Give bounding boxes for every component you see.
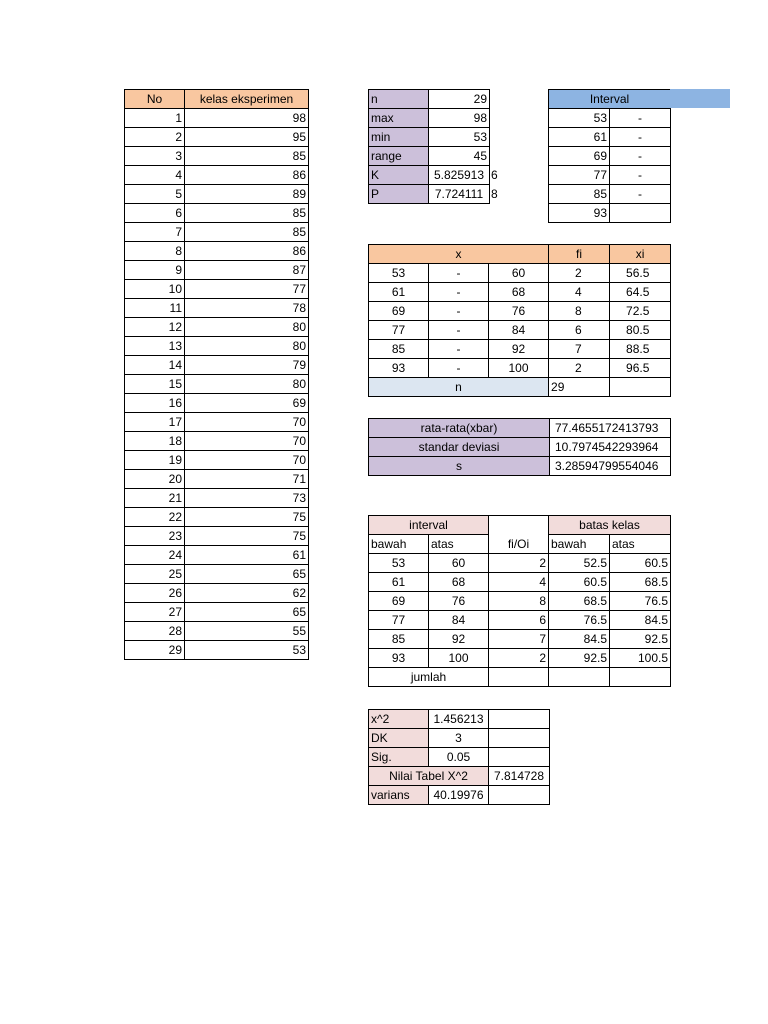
- batas-sub-bawah[interactable]: bawah: [369, 535, 429, 554]
- chi-sig-label[interactable]: Sig.: [369, 748, 429, 767]
- table-row: [125, 356, 309, 375]
- freq-row: [369, 340, 671, 359]
- freq-upper-cell[interactable]: 100: [489, 359, 549, 378]
- batas-jumlah-atas[interactable]: [610, 668, 671, 687]
- row-no-cell[interactable]: 18: [125, 432, 185, 451]
- row-no-cell[interactable]: 24: [125, 546, 185, 565]
- batas-jumlah-row: [369, 668, 671, 687]
- chi-square-table: [368, 709, 550, 805]
- batas-header-interval[interactable]: interval: [369, 516, 489, 535]
- chi-x2-empty[interactable]: [489, 710, 550, 729]
- freq-upper-cell[interactable]: 84: [489, 321, 549, 340]
- batas-jumlah-fi[interactable]: [489, 668, 549, 687]
- row-value-cell[interactable]: 86: [185, 166, 309, 185]
- batas-header-batas-kelas[interactable]: batas kelas: [549, 516, 671, 535]
- row-no-cell[interactable]: 26: [125, 584, 185, 603]
- header-no[interactable]: No: [125, 90, 185, 109]
- freq-fi-cell[interactable]: 8: [549, 302, 610, 321]
- summary-label-cell[interactable]: standar deviasi: [369, 438, 550, 457]
- batas-row: [369, 592, 671, 611]
- interval-start-cell[interactable]: 69: [549, 147, 610, 166]
- chi-varians-empty[interactable]: [489, 786, 550, 805]
- batas-fi-cell[interactable]: 4: [489, 573, 549, 592]
- freq-fi-cell[interactable]: 2: [549, 264, 610, 283]
- freq-dash-cell[interactable]: -: [429, 264, 489, 283]
- stats-row: [369, 109, 490, 128]
- row-value-cell[interactable]: 78: [185, 299, 309, 318]
- interval-row: [549, 128, 671, 147]
- batas-kelas-table: [368, 515, 671, 687]
- interval-start-cell[interactable]: 93: [549, 204, 610, 223]
- freq-xi-cell[interactable]: 72.5: [610, 302, 671, 321]
- batas-jumlah-label[interactable]: jumlah: [369, 668, 489, 687]
- chi-x2-label[interactable]: x^2: [369, 710, 429, 729]
- row-no-cell[interactable]: 21: [125, 489, 185, 508]
- freq-upper-cell[interactable]: 76: [489, 302, 549, 321]
- summary-label-cell[interactable]: s: [369, 457, 550, 476]
- row-value-cell[interactable]: 70: [185, 432, 309, 451]
- row-value-cell[interactable]: 70: [185, 451, 309, 470]
- freq-fi-cell[interactable]: 4: [549, 283, 610, 302]
- freq-dash-cell[interactable]: -: [429, 283, 489, 302]
- table-row: [125, 470, 309, 489]
- batas-bawah-cell[interactable]: 53: [369, 554, 429, 573]
- batas-row: [369, 630, 671, 649]
- row-no-cell[interactable]: 3: [125, 147, 185, 166]
- batas-bawah-cell[interactable]: 93: [369, 649, 429, 668]
- row-value-cell[interactable]: 85: [185, 147, 309, 166]
- table-row: [125, 204, 309, 223]
- chi-sig-row: [369, 748, 550, 767]
- row-no-cell[interactable]: 16: [125, 394, 185, 413]
- batas-atas-cell[interactable]: 68: [429, 573, 489, 592]
- interval-row: [549, 166, 671, 185]
- row-no-cell[interactable]: 23: [125, 527, 185, 546]
- freq-fi-cell[interactable]: 7: [549, 340, 610, 359]
- chi-dk-empty[interactable]: [489, 729, 550, 748]
- freq-n-empty[interactable]: [610, 378, 671, 397]
- row-no-cell[interactable]: 5: [125, 185, 185, 204]
- table-row: [125, 546, 309, 565]
- header-kelas-eksperimen[interactable]: kelas eksperimen: [185, 90, 309, 109]
- freq-dash-cell[interactable]: -: [429, 321, 489, 340]
- freq-fi-cell[interactable]: 6: [549, 321, 610, 340]
- summary-label-cell[interactable]: rata-rata(xbar): [369, 419, 550, 438]
- row-value-cell[interactable]: 95: [185, 128, 309, 147]
- row-no-cell[interactable]: 27: [125, 603, 185, 622]
- row-value-cell[interactable]: 80: [185, 375, 309, 394]
- table-row: [125, 527, 309, 546]
- row-value-cell[interactable]: 55: [185, 622, 309, 641]
- table-row: [125, 109, 309, 128]
- row-no-cell[interactable]: 10: [125, 280, 185, 299]
- batas-fi-cell[interactable]: 7: [489, 630, 549, 649]
- row-value-cell[interactable]: 69: [185, 394, 309, 413]
- row-no-cell[interactable]: 2: [125, 128, 185, 147]
- table-row: [125, 223, 309, 242]
- interval-dash-cell[interactable]: -: [610, 166, 671, 185]
- batas-atas-cell[interactable]: 92: [429, 630, 489, 649]
- chi-tabel-value[interactable]: 7.814728: [489, 767, 550, 786]
- stats-label-cell[interactable]: K: [369, 166, 429, 185]
- stats-row: [369, 185, 490, 204]
- batas-kelas-bawah-cell[interactable]: 52.5: [549, 554, 610, 573]
- row-value-cell[interactable]: 77: [185, 280, 309, 299]
- stats-row: [369, 128, 490, 147]
- stats-value-cell[interactable]: 45: [429, 147, 490, 166]
- table-row: [125, 451, 309, 470]
- row-no-cell[interactable]: 22: [125, 508, 185, 527]
- table-row: [125, 166, 309, 185]
- summary-table: [368, 418, 671, 476]
- summary-value-cell[interactable]: 77.4655172413793: [550, 419, 671, 438]
- k-rounded-value[interactable]: 6: [491, 168, 498, 182]
- interval-dash-cell[interactable]: -: [610, 147, 671, 166]
- freq-n-label[interactable]: n: [369, 378, 549, 397]
- row-no-cell[interactable]: 28: [125, 622, 185, 641]
- stats-row: [369, 147, 490, 166]
- freq-xi-cell[interactable]: 56.5: [610, 264, 671, 283]
- stats-label-cell[interactable]: P: [369, 185, 429, 204]
- table-row: [125, 242, 309, 261]
- stats-value-cell[interactable]: 7.724111: [429, 185, 490, 204]
- freq-xi-cell[interactable]: 96.5: [610, 359, 671, 378]
- interval-row: [549, 109, 671, 128]
- batas-bawah-cell[interactable]: 61: [369, 573, 429, 592]
- stats-value-cell[interactable]: 5.825913: [429, 166, 490, 185]
- batas-row: [369, 573, 671, 592]
- freq-xi-cell[interactable]: 64.5: [610, 283, 671, 302]
- row-no-cell[interactable]: 4: [125, 166, 185, 185]
- freq-lower-cell[interactable]: 53: [369, 264, 429, 283]
- table-row: [125, 432, 309, 451]
- row-value-cell[interactable]: 75: [185, 527, 309, 546]
- interval-dash-cell[interactable]: -: [610, 128, 671, 147]
- interval-header[interactable]: Interval: [549, 90, 671, 109]
- chi-varians-label[interactable]: varians: [369, 786, 429, 805]
- batas-row: [369, 554, 671, 573]
- row-no-cell[interactable]: 20: [125, 470, 185, 489]
- row-value-cell[interactable]: 85: [185, 223, 309, 242]
- summary-value-cell[interactable]: 3.28594799554046: [550, 457, 671, 476]
- row-value-cell[interactable]: 89: [185, 185, 309, 204]
- row-value-cell[interactable]: 62: [185, 584, 309, 603]
- freq-lower-cell[interactable]: 69: [369, 302, 429, 321]
- freq-row: [369, 283, 671, 302]
- chi-dk-row: [369, 729, 550, 748]
- freq-dash-cell[interactable]: -: [429, 359, 489, 378]
- batas-kelas-atas-cell[interactable]: 60.5: [610, 554, 671, 573]
- row-value-cell[interactable]: 86: [185, 242, 309, 261]
- table-row: [125, 128, 309, 147]
- freq-header-fi[interactable]: fi: [549, 245, 610, 264]
- batas-atas-cell[interactable]: 100: [429, 649, 489, 668]
- batas-fi-cell[interactable]: 6: [489, 611, 549, 630]
- interval-header-overflow: [670, 89, 730, 108]
- row-no-cell[interactable]: 11: [125, 299, 185, 318]
- row-no-cell[interactable]: 1: [125, 109, 185, 128]
- interval-header-row: [549, 90, 671, 109]
- row-value-cell[interactable]: 61: [185, 546, 309, 565]
- interval-table: [548, 89, 671, 223]
- interval-row: [549, 204, 671, 223]
- interval-row: [549, 185, 671, 204]
- row-value-cell[interactable]: 75: [185, 508, 309, 527]
- batas-atas-cell[interactable]: 84: [429, 611, 489, 630]
- batas-sub-bawah2[interactable]: bawah: [549, 535, 610, 554]
- chi-dk-label[interactable]: DK: [369, 729, 429, 748]
- batas-row: [369, 649, 671, 668]
- stats-label-cell[interactable]: min: [369, 128, 429, 147]
- interval-start-cell[interactable]: 61: [549, 128, 610, 147]
- batas-kelas-bawah-cell[interactable]: 68.5: [549, 592, 610, 611]
- table-row: [125, 299, 309, 318]
- batas-header-fi[interactable]: fi/Oi: [489, 516, 549, 554]
- batas-atas-cell[interactable]: 60: [429, 554, 489, 573]
- interval-start-cell[interactable]: 53: [549, 109, 610, 128]
- batas-sub-atas[interactable]: atas: [429, 535, 489, 554]
- freq-row: [369, 302, 671, 321]
- table-row: [125, 337, 309, 356]
- freq-lower-cell[interactable]: 85: [369, 340, 429, 359]
- row-value-cell[interactable]: 80: [185, 337, 309, 356]
- row-no-cell[interactable]: 8: [125, 242, 185, 261]
- row-value-cell[interactable]: 85: [185, 204, 309, 223]
- stats-value-cell[interactable]: 98: [429, 109, 490, 128]
- table-row: [125, 489, 309, 508]
- row-no-cell[interactable]: 14: [125, 356, 185, 375]
- batas-kelas-atas-cell[interactable]: 84.5: [610, 611, 671, 630]
- chi-x2-value[interactable]: 1.456213: [429, 710, 489, 729]
- p-rounded-value[interactable]: 8: [491, 187, 498, 201]
- main-data-table: [124, 89, 309, 660]
- freq-lower-cell[interactable]: 77: [369, 321, 429, 340]
- header-row: [125, 90, 309, 109]
- table-row: [125, 413, 309, 432]
- table-row: [125, 394, 309, 413]
- row-value-cell[interactable]: 80: [185, 318, 309, 337]
- chi-tabel-label[interactable]: Nilai Tabel X^2: [369, 767, 489, 786]
- table-row: [125, 280, 309, 299]
- stats-value-cell[interactable]: 29: [429, 90, 490, 109]
- row-no-cell[interactable]: 15: [125, 375, 185, 394]
- row-no-cell[interactable]: 19: [125, 451, 185, 470]
- batas-kelas-atas-cell[interactable]: 68.5: [610, 573, 671, 592]
- batas-fi-cell[interactable]: 8: [489, 592, 549, 611]
- interval-row: [549, 147, 671, 166]
- freq-n-value[interactable]: 29: [549, 378, 610, 397]
- row-value-cell[interactable]: 98: [185, 109, 309, 128]
- batas-kelas-bawah-cell[interactable]: 76.5: [549, 611, 610, 630]
- row-no-cell[interactable]: 29: [125, 641, 185, 660]
- chi-tabel-row: [369, 767, 550, 786]
- table-row: [125, 185, 309, 204]
- freq-fi-cell[interactable]: 2: [549, 359, 610, 378]
- stats-value-cell[interactable]: 53: [429, 128, 490, 147]
- freq-dash-cell[interactable]: -: [429, 340, 489, 359]
- interval-dash-cell[interactable]: -: [610, 185, 671, 204]
- freq-upper-cell[interactable]: 92: [489, 340, 549, 359]
- row-value-cell[interactable]: 87: [185, 261, 309, 280]
- batas-fi-cell[interactable]: 2: [489, 554, 549, 573]
- row-value-cell[interactable]: 70: [185, 413, 309, 432]
- freq-header-x[interactable]: x: [369, 245, 549, 264]
- batas-kelas-atas-cell[interactable]: 100.5: [610, 649, 671, 668]
- interval-start-cell[interactable]: 77: [549, 166, 610, 185]
- chi-dk-value[interactable]: 3: [429, 729, 489, 748]
- batas-bawah-cell[interactable]: 85: [369, 630, 429, 649]
- table-row: [125, 508, 309, 527]
- batas-sub-atas2[interactable]: atas: [610, 535, 671, 554]
- table-row: [125, 318, 309, 337]
- row-no-cell[interactable]: 13: [125, 337, 185, 356]
- frequency-table: [368, 244, 671, 397]
- table-row: [125, 147, 309, 166]
- freq-row: [369, 264, 671, 283]
- freq-upper-cell[interactable]: 60: [489, 264, 549, 283]
- row-value-cell[interactable]: 71: [185, 470, 309, 489]
- summary-row: [369, 419, 671, 438]
- chi-sig-value[interactable]: 0.05: [429, 748, 489, 767]
- freq-xi-cell[interactable]: 80.5: [610, 321, 671, 340]
- stats-row: [369, 166, 490, 185]
- table-row: [125, 565, 309, 584]
- table-row: [125, 375, 309, 394]
- table-row: [125, 261, 309, 280]
- chi-varians-value[interactable]: 40.19976: [429, 786, 489, 805]
- stats-table: [368, 89, 490, 204]
- batas-bawah-cell[interactable]: 77: [369, 611, 429, 630]
- row-no-cell[interactable]: 25: [125, 565, 185, 584]
- row-no-cell[interactable]: 12: [125, 318, 185, 337]
- freq-header-xi[interactable]: xi: [610, 245, 671, 264]
- batas-jumlah-bawah[interactable]: [549, 668, 610, 687]
- row-no-cell[interactable]: 9: [125, 261, 185, 280]
- row-value-cell[interactable]: 53: [185, 641, 309, 660]
- freq-n-row: [369, 378, 671, 397]
- table-row: [125, 603, 309, 622]
- freq-xi-cell[interactable]: 88.5: [610, 340, 671, 359]
- freq-dash-cell[interactable]: -: [429, 302, 489, 321]
- freq-row: [369, 321, 671, 340]
- row-no-cell[interactable]: 6: [125, 204, 185, 223]
- row-no-cell[interactable]: 17: [125, 413, 185, 432]
- batas-kelas-bawah-cell[interactable]: 92.5: [549, 649, 610, 668]
- row-value-cell[interactable]: 65: [185, 565, 309, 584]
- chi-varians-row: [369, 786, 550, 805]
- batas-header-row: [369, 516, 671, 535]
- batas-kelas-atas-cell[interactable]: 92.5: [610, 630, 671, 649]
- chi-x2-row: [369, 710, 550, 729]
- batas-atas-cell[interactable]: 76: [429, 592, 489, 611]
- row-value-cell[interactable]: 65: [185, 603, 309, 622]
- interval-start-cell[interactable]: 85: [549, 185, 610, 204]
- batas-row: [369, 611, 671, 630]
- freq-lower-cell[interactable]: 93: [369, 359, 429, 378]
- freq-upper-cell[interactable]: 68: [489, 283, 549, 302]
- stats-row: [369, 90, 490, 109]
- batas-bawah-cell[interactable]: 69: [369, 592, 429, 611]
- interval-dash-cell[interactable]: -: [610, 109, 671, 128]
- table-row: [125, 622, 309, 641]
- table-row: [125, 641, 309, 660]
- batas-kelas-atas-cell[interactable]: 76.5: [610, 592, 671, 611]
- row-no-cell[interactable]: 7: [125, 223, 185, 242]
- chi-sig-empty[interactable]: [489, 748, 550, 767]
- freq-header-row: [369, 245, 671, 264]
- batas-kelas-bawah-cell[interactable]: 84.5: [549, 630, 610, 649]
- interval-dash-cell[interactable]: [610, 204, 671, 223]
- summary-value-cell[interactable]: 10.7974542293964: [550, 438, 671, 457]
- stats-label-cell[interactable]: range: [369, 147, 429, 166]
- freq-lower-cell[interactable]: 61: [369, 283, 429, 302]
- freq-row: [369, 359, 671, 378]
- row-value-cell[interactable]: 79: [185, 356, 309, 375]
- summary-row: [369, 438, 671, 457]
- batas-fi-cell[interactable]: 2: [489, 649, 549, 668]
- stats-label-cell[interactable]: max: [369, 109, 429, 128]
- summary-row: [369, 457, 671, 476]
- row-value-cell[interactable]: 73: [185, 489, 309, 508]
- batas-kelas-bawah-cell[interactable]: 60.5: [549, 573, 610, 592]
- stats-label-cell[interactable]: n: [369, 90, 429, 109]
- table-row: [125, 584, 309, 603]
